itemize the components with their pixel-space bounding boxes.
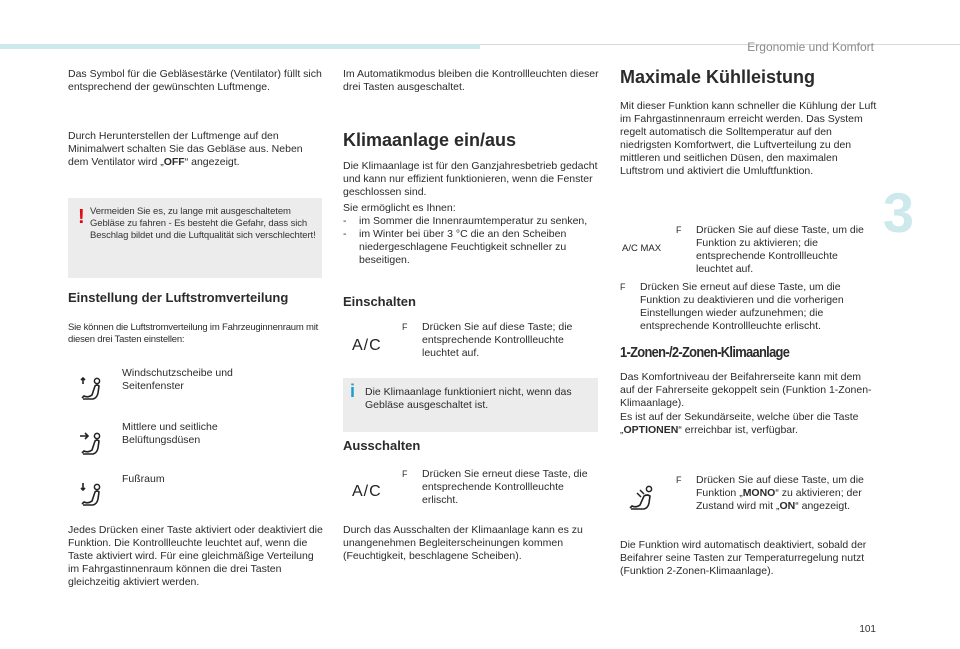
page-number: 101: [859, 624, 876, 635]
info-box: [343, 378, 598, 432]
mode-label-center-vents: Mittlere und seitliche Belüftungsdüsen: [122, 421, 218, 446]
max-cooling-step-activate: F Drücken Sie auf diese Taste, um die Funktion zu aktivieren; die entsprechende Kontrollleuchte leuchtet auf.: [676, 224, 864, 275]
ac-button-icon: A/C: [352, 337, 382, 354]
fan-symbol-paragraph: Das Symbol für die Gebläsestärke (Ventilator) füllt sich entsprechend der gewünschten Luftmenge.: [68, 68, 322, 93]
ac-benefits-list: [343, 215, 599, 267]
ac-heading: Klimaanlage ein/aus: [343, 130, 517, 150]
warning-exclamation-icon: !: [78, 206, 85, 228]
list-item: - im Sommer die Innenraumtemperatur zu senken,: [343, 215, 588, 227]
windscreen-airflow-icon: [78, 376, 104, 402]
zone-coupling-paragraph: Das Komfortniveau der Beifahrerseite kann mit dem auf der Fahrerseite gekoppelt sein (Funktion 1-Zonen-Klimaanlage).: [620, 371, 872, 409]
bullet-icon: F: [676, 225, 682, 235]
mono-step: F Drücken Sie auf diese Taste, um die Funktion „MONO“ zu aktivieren; der Zustand wird mit „ON“ angezeigt.: [676, 474, 864, 512]
bullet-icon: F: [402, 322, 408, 332]
list-item: - im Winter bei über 3 °C die an den Scheiben niedergeschlagene Feuchtigkeit schneller zu beseitigen.: [343, 228, 567, 266]
ac-allows: Sie ermöglicht es Ihnen:: [343, 202, 456, 214]
fan-off-paragraph: Durch Herunterstellen der Luftmenge auf den Minimalwert schalten Sie das Gebläse aus. Neben dem Ventilator wird „OFF“ angezeigt.: [68, 130, 303, 168]
section-title: Ergonomie und Komfort: [747, 40, 874, 54]
switch-off-consequences: Durch das Ausschalten der Klimaanlage kann es zu unangenehmen Begleiterscheinungen kommen (Feuchtigkeit, beschlagene Scheiben).: [343, 524, 583, 562]
mono-deactivation-paragraph: Die Funktion wird automatisch deaktiviert, sobald der Beifahrer seine Tasten zur Temperaturregelung nutzt (Funktion 2-Zonen-Klimaanlage).: [620, 539, 867, 577]
switch-on-heading: Einschalten: [343, 294, 416, 309]
max-cooling-heading: Maximale Kühlleistung: [620, 67, 816, 87]
mono-button-icon: [626, 484, 658, 512]
airflow-intro: Sie können die Luftstromverteilung im Fahrzeuginnenraum mit diesen drei Tasten einstellen:: [68, 322, 319, 345]
max-cooling-description: Mit dieser Funktion kann schneller die Kühlung der Luft im Fahrgastinnenraum erreicht werden. Das System regelt automatisch die Solltemperatur auf den niedrigsten Komfortwert, die Luftverteilung zu den mittleren und seitlichen Düsen, den maximalen Luftstrom und aktiviert die Umluftfunktion.: [620, 100, 877, 177]
max-cooling-step-deactivate: F Drücken Sie erneut auf diese Taste, um die Funktion zu deaktivieren und die vorherigen Einstellungen wieder aufzunehmen; die entsprechende Kontrollleuchte erlischt.: [620, 281, 844, 332]
info-text: Die Klimaanlage funktioniert nicht, wenn das Gebläse ausgeschaltet ist.: [365, 386, 572, 411]
zone-options-paragraph: Es ist auf der Sekundärseite, welche über die Taste „OPTIONEN“ erreichbar ist, verfügbar.: [620, 411, 859, 436]
mode-behaviour-paragraph: Jedes Drücken einer Taste aktiviert oder deaktiviert die Funktion. Die Kontrollleuchte leuchtet auf, wenn die Taste aktiviert wird. Für eine gleichmäßige Verteilung im Fahrgastinnenraum können die drei Tasten gleichzeitig aktiviert werden.: [68, 524, 323, 588]
zone-heading: 1-Zonen-/2-Zonen-Klimaanlage: [620, 344, 790, 361]
switch-off-step: F Drücken Sie erneut diese Taste, die entsprechende Kontrollleuchte erlischt.: [402, 468, 588, 506]
auto-mode-paragraph: Im Automatikmodus bleiben die Kontrollleuchten dieser drei Tasten ausgeschaltet.: [343, 68, 599, 93]
switch-off-heading: Ausschalten: [343, 438, 421, 453]
ac-button-icon: A/C: [352, 483, 382, 500]
mode-label-windscreen: Windschutzscheibe und Seitenfenster: [122, 367, 233, 392]
center-vents-airflow-icon: [78, 431, 104, 457]
ac-intro: Die Klimaanlage ist für den Ganzjahresbetrieb gedacht und kann nur effizient funktionieren, wenn die Fenster geschlossen sind.: [343, 160, 598, 198]
header-rule: [480, 44, 960, 45]
mode-label-footwell: Fußraum: [122, 473, 165, 485]
airflow-heading: Einstellung der Luftstromverteilung: [68, 290, 289, 305]
ac-max-button-icon: A/C MAX: [622, 243, 662, 254]
switch-on-step: F Drücken Sie auf diese Taste; die entsprechende Kontrollleuchte leuchtet auf.: [402, 321, 573, 359]
chapter-number: 3: [882, 181, 914, 244]
warning-text: Vermeiden Sie es, zu lange mit ausgeschaltetem Gebläse zu fahren - Es besteht die Gefahr, dass sich Beschlag bildet und die Luftqualität sich verschlechtert!: [90, 206, 316, 241]
warning-box: [68, 198, 322, 278]
header-accent-bar: [0, 44, 480, 49]
bullet-icon: F: [676, 475, 682, 485]
info-icon: i: [350, 381, 356, 401]
bullet-icon: F: [620, 282, 626, 292]
footwell-airflow-icon: [78, 482, 104, 508]
bullet-icon: F: [402, 469, 408, 479]
